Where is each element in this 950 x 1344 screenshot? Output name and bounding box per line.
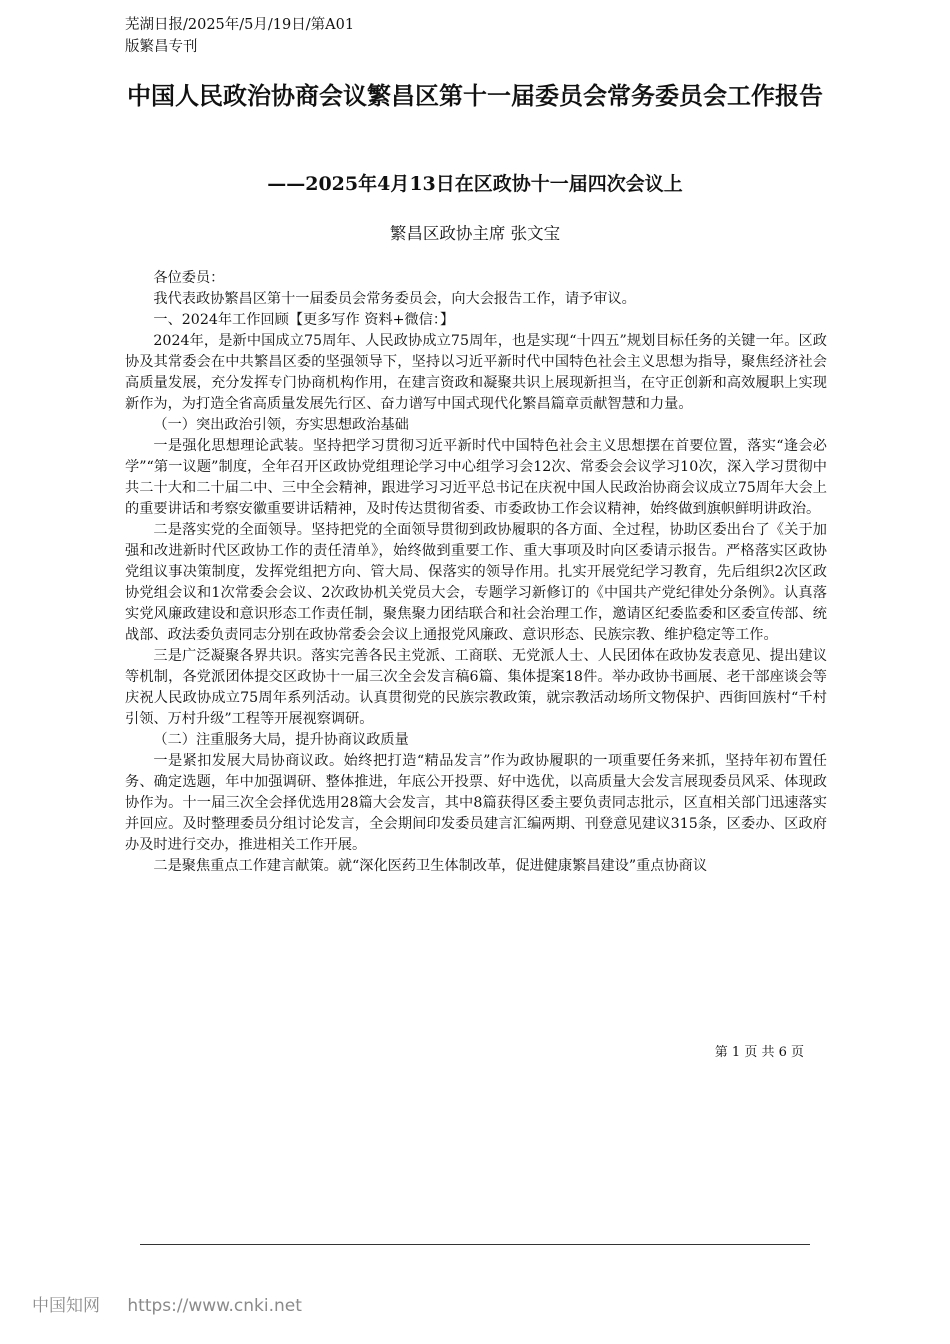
document-title: 中国人民政治协商会议繁昌区第十一届委员会常务委员会工作报告 bbox=[127, 82, 823, 110]
watermark-url[interactable]: https://www.cnki.net bbox=[127, 1296, 302, 1316]
author-line: 繁昌区政协主席 张文宝 bbox=[389, 224, 561, 243]
report-body bbox=[125, 268, 827, 877]
paragraph: 二是聚焦重点工作建言献策。就“深化医药卫生体制改革，促进健康繁昌建设”重点协商议 bbox=[153, 858, 708, 874]
section-heading: 一、2024年工作回顾【更多写作 资料+微信：】 bbox=[153, 312, 455, 328]
paragraph: 三是广泛凝聚各界共识。落实完善各民主党派、工商联、无党派人士、人民团体在政协发表意见、提出建议等机制，各党派团体提交区政协十一届三次全会发言稿6篇、集体提案18件。举办政协书画展、老干部座谈会等庆祝人民政协成立75周年系列活动。认真贯彻党的民族宗教政策，就宗教活动场所文物保护、西街回族村“千村引领、万村升级”工程等开展视察调研。 bbox=[125, 648, 827, 727]
footer-divider bbox=[140, 1244, 810, 1245]
paragraph: 一是紧扣发展大局协商议政。始终把打造“精品发言”作为政协履职的一项重要任务来抓，坚持年初布置任务、确定选题，年中加强调研、整体推进，年底公开投票、好中选优，以高质量大会发言展现委员风采、体现政协作为。十一届三次全会择优选用28篇大会发言，其中8篇获得区委主要负责同志批示，区直相关部门迅速落实并回应。及时整理委员分组讨论发言，全会期间印发委员建言汇编两期、刊登意见建议315条，区委办、区政府办及时进行交办，推进相关工作开展。 bbox=[125, 753, 827, 853]
source-line-1: 芜湖日报/2025年/5月/19日/第A01 bbox=[125, 17, 355, 33]
source-line-2: 版繁昌专刊 bbox=[125, 39, 198, 55]
paragraph: 2024年，是新中国成立75周年、人民政协成立75周年，也是实现“十四五”规划目标任务的关键一年。区政协及其常委会在中共繁昌区委的坚强领导下，坚持以习近平新时代中国特色社会主义思想为指导，聚焦经济社会高质量发展，充分发挥专门协商机构作用，在建言资政和凝聚共识上展现新担当，在守正创新和高效履职上实现新作为，为打造全省高质量发展先行区、奋力谱写中国式现代化繁昌篇章贡献智慧和力量。 bbox=[125, 333, 827, 412]
subsection-heading: （二）注重服务大局，提升协商议政质量 bbox=[153, 732, 409, 748]
watermark-brand: 中国知网 bbox=[32, 1296, 100, 1316]
paragraph: 一是强化思想理论武装。坚持把学习贯彻习近平新时代中国特色社会主义思想摆在首要位置，落实“逢会必学”“第一议题”制度，全年召开区政协党组理论学习中心组学习会12次、常委会会议学习10次，深入学习贯彻中共二十大和二十届二中、三中全会精神，跟进学习习近平总书记在庆祝中国人民政治协商会议成立75周年大会上的重要讲话和考察安徽重要讲话精神，及时传达贯彻省委、市委政协工作会议精神，始终做到旗帜鲜明讲政治。 bbox=[125, 438, 827, 517]
paragraph: 我代表政协繁昌区第十一届委员会常务委员会，向大会报告工作，请予审议。 bbox=[153, 291, 636, 307]
paragraph-salutation: 各位委员： bbox=[153, 270, 225, 286]
subsection-heading: （一）突出政治引领，夯实思想政治基础 bbox=[153, 417, 409, 433]
source-header bbox=[125, 14, 354, 58]
cnki-watermark bbox=[32, 1294, 302, 1318]
document-subtitle: ——2025年4月13日在区政协十一届四次会议上 bbox=[267, 173, 683, 195]
paragraph: 二是落实党的全面领导。坚持把党的全面领导贯彻到政协履职的各方面、全过程，协助区委出台了《关于加强和改进新时代区政协工作的责任清单》，始终做到重要工作、重大事项及时向区委请示报告。严格落实区政协党组议事决策制度，发挥党组把方向、管大局、保落实的领导作用。扎实开展党纪学习教育，先后组织2次区政协党组会议和1次常委会会议、2次政协机关党员大会，专题学习新修订的《中国共产党纪律处分条例》。认真落实党风廉政建设和意识形态工作责任制，聚焦聚力团结联合和社会治理工作，邀请区纪委监委和区委宣传部、统战部、政法委负责同志分别在政协常委会会议上通报党风廉政、意识形态、民族宗教、维护稳定等工作。 bbox=[125, 522, 827, 643]
page-number: 第 1 页 共 6 页 bbox=[714, 1045, 804, 1060]
